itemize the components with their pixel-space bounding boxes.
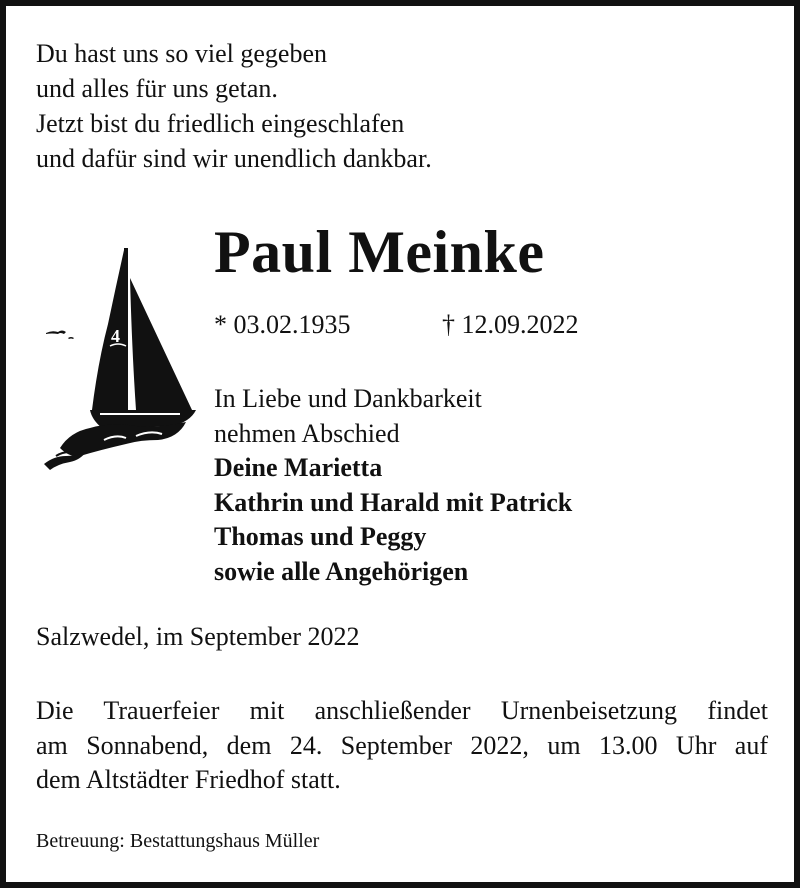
poem-line: und alles für uns getan. [36, 74, 278, 103]
mourner-name: Kathrin und Harald mit Patrick [214, 487, 573, 517]
deceased-name: Paul Meinke [214, 219, 545, 285]
sail-mark: 4 [111, 326, 120, 346]
funeral-info [36, 694, 768, 798]
mourner-name: sowie alle Angehörigen [214, 556, 469, 586]
mourner-name: Thomas und Peggy [214, 522, 427, 551]
place-date: Salzwedel, im September 2022 [36, 622, 360, 651]
poem [36, 36, 432, 176]
death-date: † 12.09.2022 [442, 310, 579, 339]
seagull-icon [46, 331, 74, 340]
funeral-line: am Sonnabend, dem 24. September 2022, um 13.00 Uhr auf [36, 730, 768, 760]
mourners-intro: nehmen Abschied [214, 418, 400, 448]
poem-line: Jetzt bist du friedlich eingeschlafen [36, 109, 405, 138]
mourners-block [214, 382, 572, 589]
sailboat-icon [40, 242, 200, 474]
funeral-line: Die Trauerfeier mit anschließender Urnenbeisetzung findet [36, 696, 768, 725]
funeral-home: Betreuung: Bestattungshaus Müller [36, 830, 320, 852]
poem-line: Du hast uns so viel gegeben [36, 39, 328, 68]
birth-date: * 03.02.1935 [214, 310, 351, 339]
poem-line: und dafür sind wir unendlich dankbar. [36, 144, 432, 173]
mourner-name: Deine Marietta [214, 453, 383, 482]
mourners-intro: In Liebe und Dankbarkeit [214, 384, 482, 413]
funeral-line: dem Altstädter Friedhof statt. [36, 765, 341, 794]
